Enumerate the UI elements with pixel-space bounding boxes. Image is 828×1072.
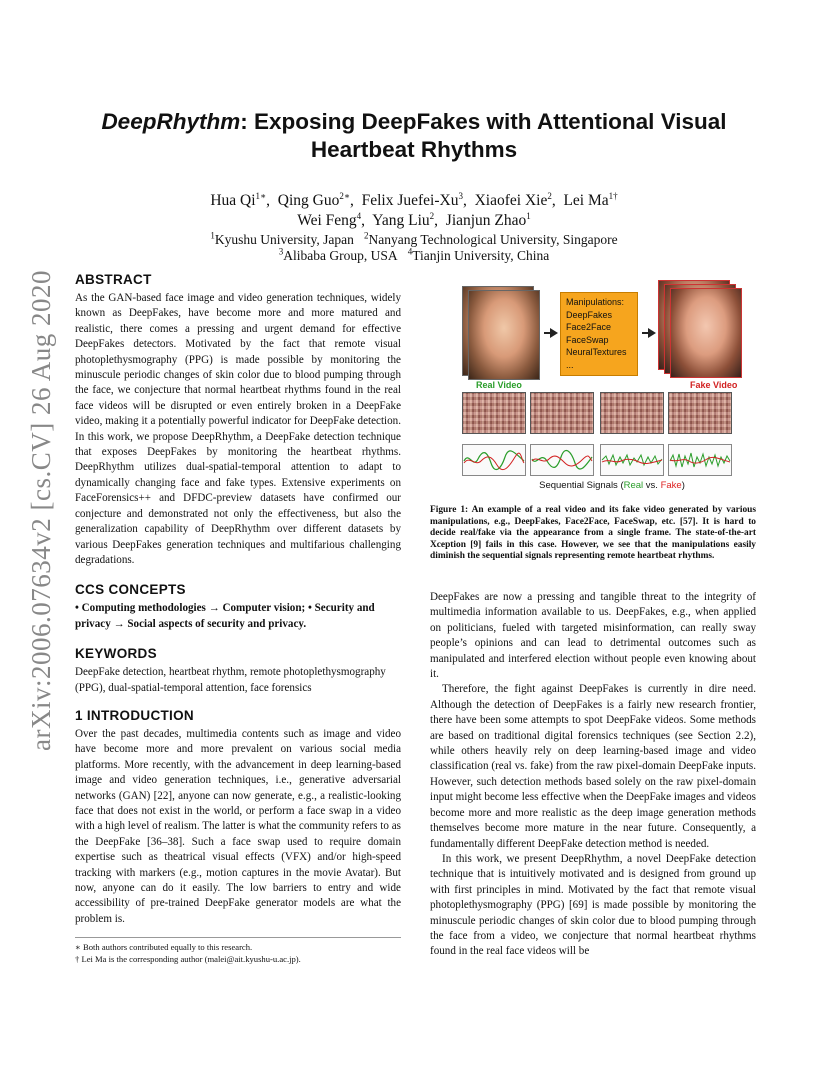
manipulation-item: FaceSwap — [566, 334, 609, 345]
intro-right-paragraph-1: DeepFakes are now a pressing and tangible threat to the integrity of multimedia information available to us. DeepFakes, e.g., when applied on politicians, fueled with targeted misinformation, can really sway people’s opinions and can lead to detrimental outcomes such as manipulated and interfered election without people even knowing about it. — [430, 591, 756, 681]
title-line2: Heartbeat Rhythms — [310, 137, 518, 162]
manipulation-item: ... — [566, 359, 574, 370]
signal-plot-fake-2 — [668, 444, 732, 476]
fake-face-frame-front — [670, 288, 742, 378]
signal-plot-fake-1 — [600, 444, 664, 476]
rhythm-map-real-1 — [462, 392, 526, 434]
intro-left-text: Over the past decades, multimedia contents such as image and video have become more and more prevalent on various social media platforms. More recently, with the advancement in deep learning-based image and video generation techniques, i.e., generative adversarial networks (GAN) [22], anyone can now generate, e.g., a realistic-looking face that does not exist in the world, or perform a face swap in a video with a high level of realism. The latter is what the community refers to as the DeepFake [36–38]. Such a face swap used to require domain expertise such as theatrical visual effects (VFX) and/or high-speed tracking with markers (e.g., motion captures in the movie Avatar). But now, anyone can do it easily. The low barriers to entry and wide accessibility of pre-trained DeepFake generator models are what the problem is. — [75, 727, 401, 925]
arxiv-stamp — [18, 250, 64, 770]
author: Felix Juefei-Xu$^3$ — [361, 190, 463, 209]
right-column — [430, 590, 756, 960]
keywords-heading: KEYWORDS — [75, 646, 157, 662]
manipulation-item: NeuralTextures — [566, 347, 627, 357]
manipulations-title: Manipulations: — [566, 297, 625, 307]
arrow-icon — [544, 332, 556, 334]
footnote-equal-contribution: ∗ Both authors contributed equally to this research. — [75, 942, 253, 952]
affiliation: Tianjin University, China — [412, 248, 550, 263]
author: Yang Liu$^2$ — [372, 210, 435, 229]
real-face-frame-front — [468, 290, 540, 380]
figure-1-caption: Figure 1: An example of a real video and its fake video generated by various manipulations, e.g., DeepFakes, Face2Face, FaceSwap, etc. [57]. It is hard to decide real/fake via the appearance from a single frame. The state-of-the-art Xception [9] fails in this case. However, we see that the manipulations easily diminish the sequential signals representing remote heartbeat rhythms. — [430, 505, 756, 561]
footnote-corresponding-author: † Lei Ma is the corresponding author (malei@ait.kyushu-u.ac.jp). — [75, 954, 301, 964]
author: Lei $Ma^{1\dagger}$ — [563, 190, 618, 209]
signal-plot-real-1 — [462, 444, 526, 476]
title-italic: DeepRhythm — [101, 109, 241, 134]
manipulations-box — [560, 292, 638, 376]
signal-plot-real-2 — [530, 444, 594, 476]
title-line1: : Exposing DeepFakes with Attentional Visual — [240, 109, 727, 134]
footnotes — [75, 937, 401, 965]
keywords-text: DeepFake detection, heartbeat rhythm, remote photoplethysmography (PPG), dual-spatial-temporal attention, face forensics — [75, 666, 386, 694]
affiliation: Alibaba Group, USA — [283, 248, 398, 263]
manipulation-item: Face2Face — [566, 322, 612, 332]
abstract-text: As the GAN-based face image and video generation techniques, widely known as DeepFakes, have become more and more matured and realistic, there comes a pressing and urgent demand for effective DeepFakes detectors. Motivated by the fact that remote visual photoplethysmography (PPG) is made possible by monitoring the minuscule periodic changes of skin color due to blood pumping through the face, we conjecture that normal heartbeat rhythms found in the real face videos will be disrupted or even entirely broken in a DeepFake video, making it a potentially powerful indicator for DeepFake detection. In this work, we propose DeepRhythm, a DeepFake detection technique that exposes DeepFakes by monitoring the heartbeat rhythms. DeepRhythm utilizes dual-spatial-temporal attention to adapt to dynamically changing face and fake types. Extensive experiments on FaceForensics++ and DFDC-preview datasets have confirmed our conjecture and demonstrated not only the effectiveness, but also the generalization capability of DeepRhythm over different datasets by various DeepFakes generation techniques and multifarious challenging degradations. — [75, 292, 401, 566]
arxiv-stamp-text: arXiv:2006.07634v2 [cs.CV] 26 Aug 2020 — [25, 269, 56, 751]
ccs-text: • Computing methodologies → Computer vision; • Security and privacy → Social aspects of security and privacy. — [75, 602, 375, 630]
ccs-heading: CCS CONCEPTS — [75, 582, 186, 598]
intro-right-paragraph-3: In this work, we present DeepRhythm, a novel DeepFake detection technique that is intuitively motivated and is designed from ground up with first principles in mind. Motivated by the fact that remote visual photoplethysmography (PPG) [69] is made possible by monitoring the minuscule periodic changes of skin color due to blood pumping through the face from a video, we conjecture that normal heartbeat rhythms found in the real face videos will be — [430, 852, 756, 958]
author: Hua $Qi^{1∗}$ — [210, 190, 267, 209]
manipulation-item: DeepFakes — [566, 309, 613, 320]
author-line-2: Wei Feng$^4$, Yang Liu$^2$, Jianjun Zhao$^1$ — [297, 210, 531, 229]
intro-right-paragraph-2: Therefore, the fight against DeepFakes is currently in dire need. Although the detection of DeepFakes is a fairly new research frontier, there have been some attempts to spot DeepFake videos. Some methods are based on traditional digital forensics techniques (see Section 2.2), while others heavily rely on deep learning-based image and video classification (real vs. fake) from the raw pixel-domain DeepFake inputs. However, such detection methods based solely on the raw pixel-domain input might become less effective when the DeepFake images and videos become more and more realistic as the deep image generation methods themselves become more mature in the near future. Consequently, a fundamentally different DeepFake detection method is needed. — [430, 683, 756, 850]
abstract-heading: ABSTRACT — [75, 272, 152, 287]
affiliation-line-2: $^3$Alibaba Group, USA $^4$Tianjin University, China — [278, 246, 550, 263]
author: Qing Guo$^{2∗}$ — [277, 190, 350, 209]
rhythm-map-fake-2 — [668, 392, 732, 434]
sequential-signals-caption: Sequential Signals (Real vs. Fake) — [539, 480, 685, 491]
author: Xiaofei Xie$^2$ — [474, 190, 552, 209]
arrow-icon — [642, 332, 654, 334]
author: Jianjun Zhao$^1$ — [445, 210, 531, 229]
affiliation-line-1: $^1$Kyushu University, Japan $^2$Nanyang Technological University, Singapore — [210, 230, 618, 247]
rhythm-map-fake-1 — [600, 392, 664, 434]
affiliation: Kyushu University, Japan — [214, 232, 354, 247]
fake-video-label: Fake Video — [690, 380, 738, 390]
figure-1 — [462, 280, 762, 492]
rhythm-map-real-2 — [530, 392, 594, 434]
left-column — [75, 272, 401, 927]
real-video-label: Real Video — [476, 380, 522, 390]
intro-heading: 1 INTRODUCTION — [75, 707, 194, 723]
author: Wei Feng$^4$ — [297, 210, 362, 229]
affiliation: Nanyang Technological University, Singapore — [368, 232, 618, 247]
paper-title — [60, 108, 768, 164]
author-line-1: Hua $Qi^{1∗}$, Qing Guo$^{2∗}$, Felix Juefei-Xu$^3$, Xiaofei Xie$^2$, Lei $Ma^{1\dagger}$ — [210, 190, 618, 209]
